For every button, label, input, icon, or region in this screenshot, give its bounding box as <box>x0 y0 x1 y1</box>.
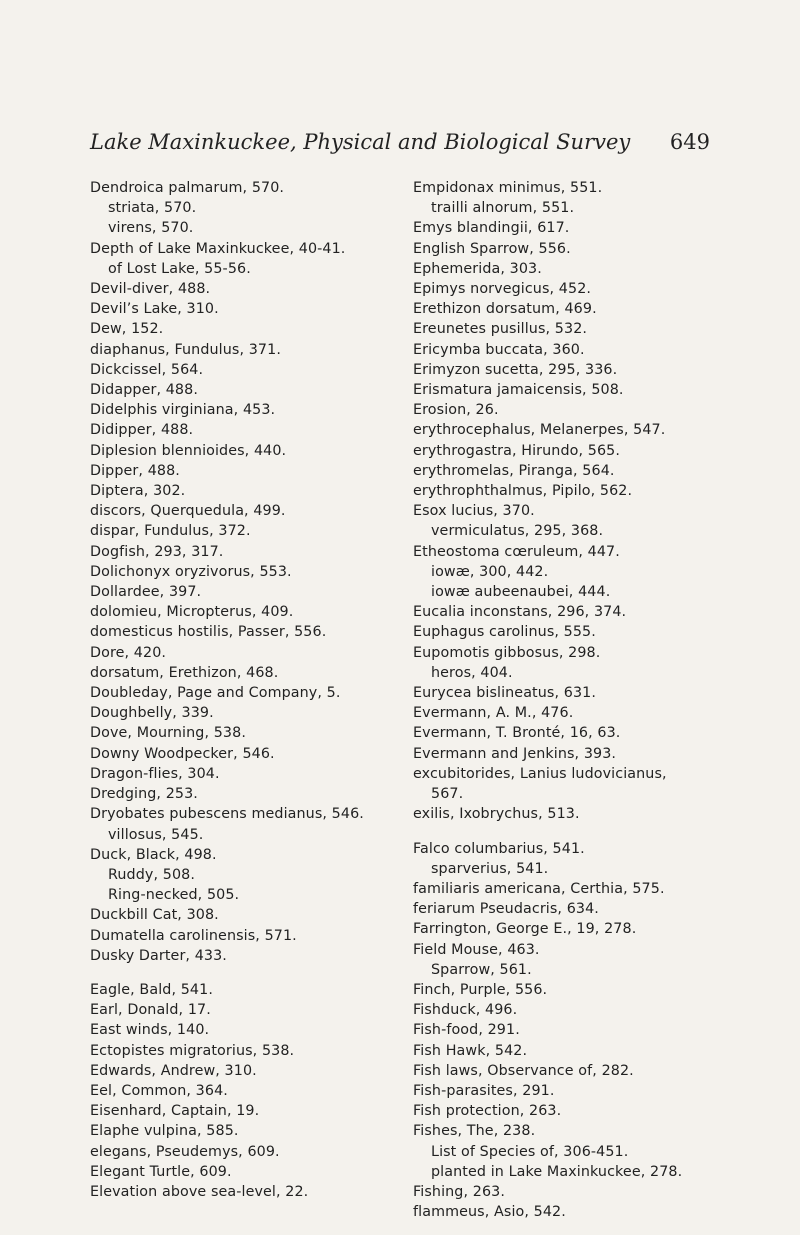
index-entry: Erismatura jamaicensis, 508. <box>413 382 624 399</box>
index-entry: Emys blandingii, 617. <box>413 220 570 237</box>
index-entry: Dragon-flies, 304. <box>90 765 220 782</box>
index-subentry: 567. <box>431 786 464 803</box>
index-entry: dolomieu, Micropterus, 409. <box>90 604 294 621</box>
index-entry: Fishing, 263. <box>413 1183 505 1200</box>
index-subentry: iowæ aubeenaubei, 444. <box>431 584 611 601</box>
index-entry: Epimys norvegicus, 452. <box>413 281 592 298</box>
index-entry: Dollardee, 397. <box>90 584 202 601</box>
index-entry: Falco columbarius, 541. <box>413 840 585 857</box>
index-entry: erythromelas, Piranga, 564. <box>413 462 615 479</box>
index-entry: Empidonax minimus, 551. <box>413 180 603 196</box>
index-subentry: trailli alnorum, 551. <box>431 200 575 217</box>
index-entry: Dredging, 253. <box>90 786 198 803</box>
index-subentry: of Lost Lake, 55-56. <box>108 260 251 277</box>
index-entry: Evermann, A. M., 476. <box>413 705 574 722</box>
index-entry: Doubleday, Page and Company, 5. <box>90 685 341 702</box>
index-entry: Dumatella carolinensis, 571. <box>90 927 297 944</box>
page-number: 649 <box>669 130 710 154</box>
index-subentry: vermiculatus, 295, 368. <box>431 523 604 540</box>
index-entry: Depth of Lake Maxinkuckee, 40-41. <box>90 240 346 257</box>
index-entry: Eurycea bislineatus, 631. <box>413 685 596 702</box>
index-entry: Erimyzon sucetta, 295, 336. <box>413 361 618 378</box>
index-entry: Edwards, Andrew, 310. <box>90 1062 257 1079</box>
index-subentry: Ring-necked, 505. <box>108 887 240 904</box>
index-entry: Eel, Common, 364. <box>90 1082 228 1099</box>
section-gap <box>413 825 733 839</box>
index-entry: diaphanus, Fundulus, 371. <box>90 341 281 358</box>
index-subentry: Sparrow, 561. <box>431 961 532 978</box>
index-subentry: planted in Lake Maxinkuckee, 278. <box>431 1163 683 1180</box>
index-entry: Elaphe vulpina, 585. <box>90 1123 239 1140</box>
index-entry: Devil-diver, 488. <box>90 281 211 298</box>
index-entry: Dew, 152. <box>90 321 164 338</box>
index-subentry: sparverius, 541. <box>431 860 549 877</box>
page-header <box>90 130 710 154</box>
index-entry: Erosion, 26. <box>413 402 499 419</box>
index-entry: elegans, Pseudemys, 609. <box>90 1143 280 1160</box>
index-entry: East winds, 140. <box>90 1022 210 1039</box>
index-entry: dispar, Fundulus, 372. <box>90 523 251 540</box>
index-entry: Dipper, 488. <box>90 462 180 479</box>
index-entry: Didipper, 488. <box>90 422 194 439</box>
index-entry: Eupomotis gibbosus, 298. <box>413 644 601 661</box>
index-entry: Ericymba buccata, 360. <box>413 341 585 358</box>
index-subentry: List of Species of, 306-451. <box>431 1143 629 1160</box>
index-entry: Duck, Black, 498. <box>90 846 217 863</box>
index-entry: Duckbill Cat, 308. <box>90 907 219 924</box>
index-entry: domesticus hostilis, Passer, 556. <box>90 624 327 641</box>
index-entry: discors, Querquedula, 499. <box>90 503 286 520</box>
index-entry: erythrogastra, Hirundo, 565. <box>413 442 620 459</box>
index-entry: Evermann, T. Bronté, 16, 63. <box>413 725 621 742</box>
index-entry: Fishduck, 496. <box>413 1002 518 1019</box>
index-entry: Dendroica palmarum, 570. <box>90 180 285 196</box>
running-title: Lake Maxinkuckee, Physical and Biological Survey <box>90 130 631 154</box>
index-entry: Field Mouse, 463. <box>413 941 540 958</box>
index-entry: Dryobates pubescens medianus, 546. <box>90 806 364 823</box>
index-entry: Erethizon dorsatum, 469. <box>413 301 597 318</box>
index-column-left <box>90 178 420 1202</box>
index-entry: feriarum Pseudacris, 634. <box>413 901 599 918</box>
index-entry: Fish-parasites, 291. <box>413 1082 555 1099</box>
index-column-right <box>413 178 733 1222</box>
index-entry: Dolichonyx oryzivorus, 553. <box>90 563 292 580</box>
index-entry: dorsatum, Erethizon, 468. <box>90 664 279 681</box>
index-entry: Didelphis virginiana, 453. <box>90 402 276 419</box>
index-entry: Fish protection, 263. <box>413 1103 562 1120</box>
index-entry: Eucalia inconstans, 296, 374. <box>413 604 627 621</box>
index-entry: Ephemerida, 303. <box>413 260 542 277</box>
index-entry: Ereunetes pusillus, 532. <box>413 321 588 338</box>
index-subentry: virens, 570. <box>108 220 194 237</box>
index-entry: Fish-food, 291. <box>413 1022 520 1039</box>
index-entry: Ectopistes migratorius, 538. <box>90 1042 295 1059</box>
index-entry: erythrocephalus, Melanerpes, 547. <box>413 422 666 439</box>
index-entry: English Sparrow, 556. <box>413 240 571 257</box>
index-entry: Finch, Purple, 556. <box>413 981 548 998</box>
index-entry: Fish Hawk, 542. <box>413 1042 528 1059</box>
index-entry: erythrophthalmus, Pipilo, 562. <box>413 483 633 500</box>
index-entry: Farrington, George E., 19, 278. <box>413 921 637 938</box>
index-entry: Dore, 420. <box>90 644 167 661</box>
index-entry: Diplesion blennioides, 440. <box>90 442 287 459</box>
index-entry: Earl, Donald, 17. <box>90 1002 211 1019</box>
index-entry: Etheostoma cœruleum, 447. <box>413 543 620 560</box>
index-entry: Dogfish, 293, 317. <box>90 543 224 560</box>
index-entry: Dickcissel, 564. <box>90 361 204 378</box>
index-subentry: iowæ, 300, 442. <box>431 563 549 580</box>
index-entry: Didapper, 488. <box>90 382 198 399</box>
index-subentry: Ruddy, 508. <box>108 866 195 883</box>
section-gap <box>90 966 420 980</box>
index-entry: Fishes, The, 238. <box>413 1123 536 1140</box>
index-entry: Dove, Mourning, 538. <box>90 725 246 742</box>
index-entry: excubitorides, Lanius ludovicianus, <box>413 765 667 782</box>
index-entry: flammeus, Asio, 542. <box>413 1204 566 1221</box>
index-subentry: villosus, 545. <box>108 826 204 843</box>
index-entry: Doughbelly, 339. <box>90 705 214 722</box>
index-entry: exilis, Ixobrychus, 513. <box>413 806 580 823</box>
index-entry: familiaris americana, Certhia, 575. <box>413 880 665 897</box>
index-entry: Elegant Turtle, 609. <box>90 1163 232 1180</box>
index-subentry: heros, 404. <box>431 664 513 681</box>
index-subentry: striata, 570. <box>108 200 197 217</box>
index-entry: Devil’s Lake, 310. <box>90 301 219 318</box>
index-entry: Evermann and Jenkins, 393. <box>413 745 617 762</box>
index-entry: Fish laws, Observance of, 282. <box>413 1062 634 1079</box>
index-entry: Diptera, 302. <box>90 483 186 500</box>
index-entry: Eisenhard, Captain, 19. <box>90 1103 260 1120</box>
index-entry: Eagle, Bald, 541. <box>90 981 213 998</box>
index-entry: Dusky Darter, 433. <box>90 947 227 964</box>
index-entry: Elevation above sea-level, 22. <box>90 1183 309 1200</box>
index-entry: Euphagus carolinus, 555. <box>413 624 596 641</box>
index-entry: Downy Woodpecker, 546. <box>90 745 275 762</box>
index-entry: Esox lucius, 370. <box>413 503 535 520</box>
